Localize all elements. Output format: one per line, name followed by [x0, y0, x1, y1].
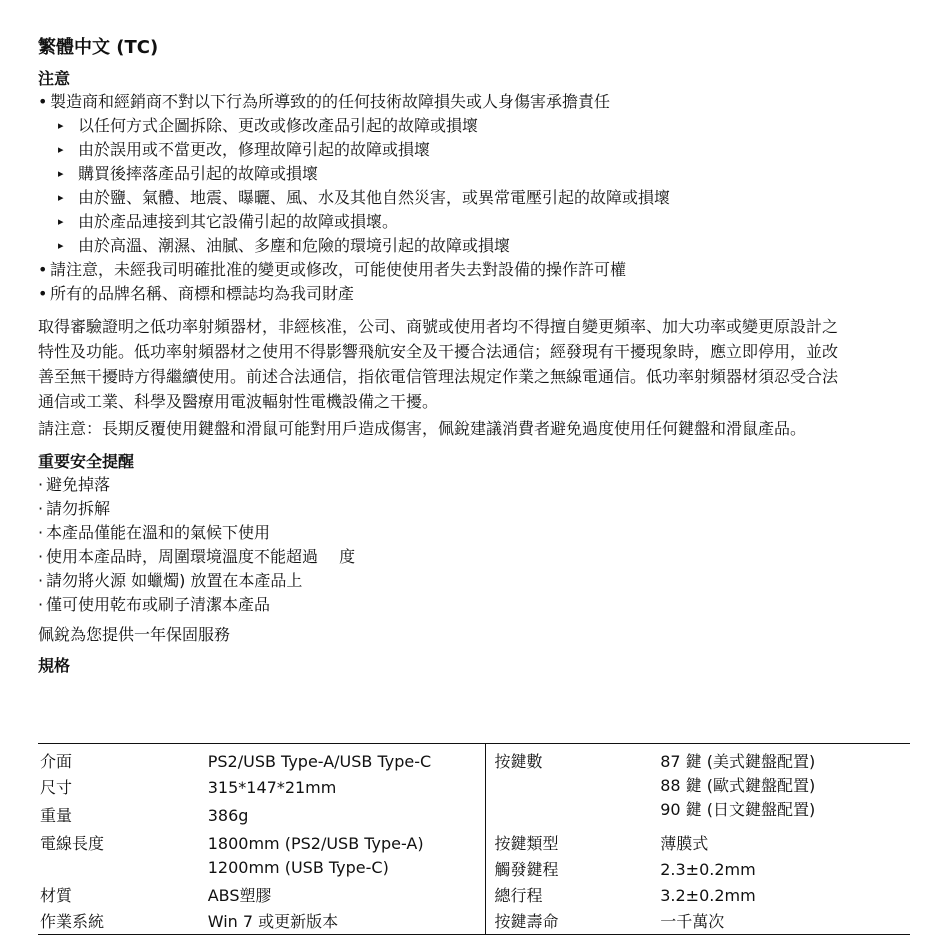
- warranty-text: 佩銳為您提供一年保固服務: [38, 625, 231, 644]
- notice-item: • 請注意，未經我司明確批准的變更或修改，可能使使用者失去對設備的操作許可權: [38, 258, 918, 282]
- safety-item: · 避免掉落: [38, 473, 918, 497]
- ncc-paragraph: 取得審驗證明之低功率射頻器材，非經核准，公司、商號或使用者均不得擅自變更頻率、加大功率或變更原設計之特性及功能。低功率射頻器材之使用不得影響飛航安全及干擾合法通信；經發現有干擾現象時，應立即停用，並改善至無干擾時方得繼續使用。前述合法通信，指依電信管理法規定作業之無線電通信。低功率射頻器材須忍受合法通信或工業、科學及醫療用電波輻射性電機設備之干擾。: [38, 317, 839, 411]
- safety-item: · 請勿將火源 如蠟燭) 放置在本產品上: [38, 569, 918, 593]
- spec-value: PS2/USB Type-A/USB Type-C: [207, 752, 432, 771]
- spec-label: 總行程: [486, 882, 660, 908]
- notice-item: • 所有的品牌名稱、商標和標誌均為我司財產: [38, 282, 918, 306]
- table-row: [38, 828, 910, 856]
- specs-heading: 規格: [38, 656, 71, 675]
- spec-value: ABS塑膠: [207, 886, 272, 905]
- safety-item: · 僅可使用乾布或刷子清潔本產品: [38, 593, 918, 617]
- spec-value: 2.3±0.2mm: [660, 860, 756, 879]
- spec-label: 材質: [40, 886, 73, 905]
- spec-value-line: 87 鍵 (美式鍵盤配置): [660, 752, 816, 771]
- spec-label: 按鍵數: [486, 744, 660, 829]
- spec-value-line: 90 鍵 (日文鍵盤配置): [660, 800, 816, 819]
- notice-sub-item: ▸ 由於高溫、潮濕、油膩、多塵和危險的環境引起的故障或損壞: [38, 234, 918, 258]
- notice-sub-item: ▸ 由於誤用或不當更改，修理故障引起的故障或損壞: [38, 138, 918, 162]
- spec-label: 介面: [40, 752, 73, 771]
- spec-label: 按鍵類型: [486, 828, 660, 856]
- spec-value: 薄膜式: [660, 834, 709, 853]
- safety-heading: 重要安全提醒: [38, 452, 135, 471]
- spec-value: 3.2±0.2mm: [660, 886, 756, 905]
- spec-value-line: 1200mm (USB Type-C): [207, 858, 389, 877]
- health-paragraph: 請注意：長期反覆使用鍵盤和滑鼠可能對用戶造成傷害，佩銳建議消費者避免過度使用任何鍵盤和滑鼠產品。: [38, 419, 807, 438]
- page-title: 繁體中文 (TC): [38, 37, 159, 58]
- notice-item: • 製造商和經銷商不對以下行為所導致的的任何技術故障損失或人身傷害承擔責任: [38, 90, 918, 114]
- spec-label: 尺寸: [40, 778, 73, 797]
- spec-value: [660, 744, 910, 829]
- spec-label: 按鍵壽命: [486, 908, 660, 935]
- notice-sub-item: ▸ 以任何方式企圖拆除、更改或修改產品引起的故障或損壞: [38, 114, 918, 138]
- notice-sub-item: ▸ 由於產品連接到其它設備引起的故障或損壞。: [38, 210, 918, 234]
- safety-item: · 本產品僅能在溫和的氣候下使用: [38, 521, 918, 545]
- spec-value: 386g: [207, 806, 249, 825]
- safety-item: · 使用本產品時，周圍環境溫度不能超過 度: [38, 545, 918, 569]
- table-row: [38, 882, 910, 908]
- spec-value: 一千萬次: [660, 912, 725, 931]
- specs-table: [38, 743, 910, 935]
- safety-item: · 請勿拆解: [38, 497, 918, 521]
- manual-page: [38, 36, 918, 677]
- table-row: [38, 744, 910, 775]
- notice-sub-item: ▸ 購買後摔落產品引起的故障或損壞: [38, 162, 918, 186]
- spec-value-line: 1800mm (PS2/USB Type-A): [207, 834, 424, 853]
- table-row: [38, 908, 910, 935]
- spec-value: 315*147*21mm: [207, 778, 337, 797]
- spec-label: 觸發鍵程: [486, 856, 660, 882]
- spec-value: [208, 828, 486, 882]
- spec-label: 電線長度: [40, 834, 105, 853]
- spec-value: Win 7 或更新版本: [207, 912, 339, 931]
- notice-sub-item: ▸ 由於鹽、氣體、地震、曝曬、風、水及其他自然災害，或異常電壓引起的故障或損壞: [38, 186, 918, 210]
- spec-label: 重量: [40, 806, 73, 825]
- notice-heading: 注意: [38, 69, 71, 88]
- spec-value-line: 88 鍵 (歐式鍵盤配置): [660, 776, 816, 795]
- spec-label: 作業系統: [40, 912, 105, 931]
